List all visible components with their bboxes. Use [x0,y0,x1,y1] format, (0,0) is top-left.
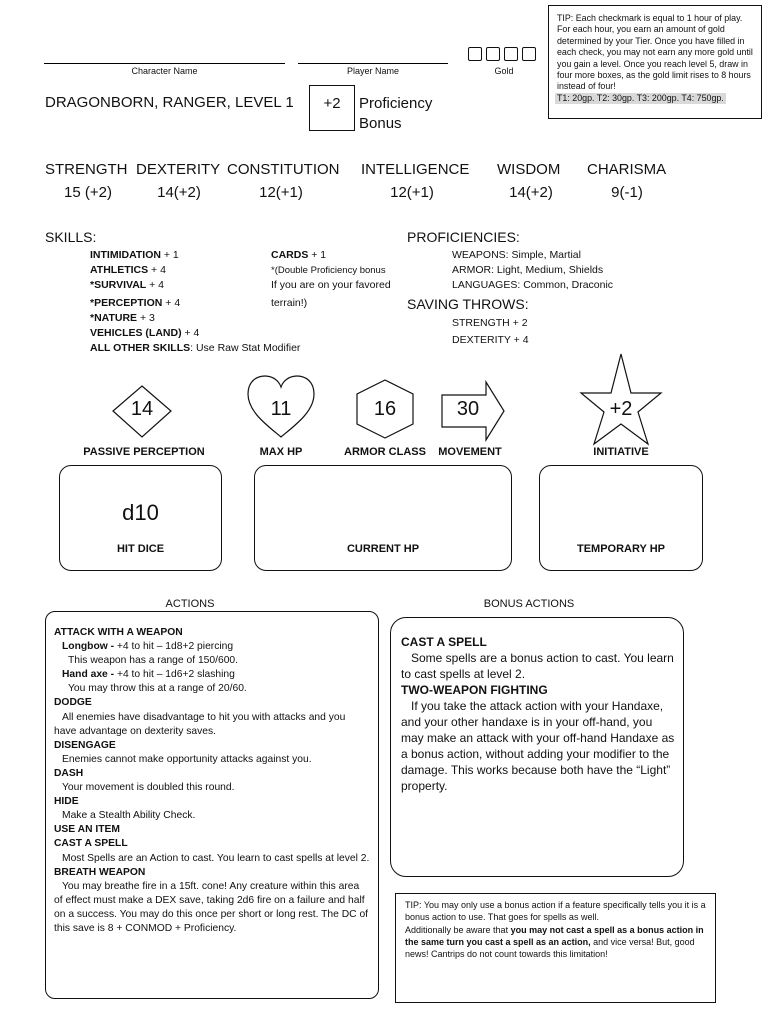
proficiency-value: +2 [323,95,341,112]
proficiency-label-line2: Bonus [359,115,402,132]
dash-text: Your movement is doubled this round. [62,782,235,794]
handaxe-range: You may throw this at a range of 20/60. [68,683,247,695]
proficiency-weapons: WEAPONS: Simple, Martial [452,249,581,261]
current-hp-box[interactable] [254,465,512,571]
hit-dice-label: HIT DICE [116,543,165,555]
hit-dice-box[interactable] [59,465,222,571]
saving-throw-dexterity: DEXTERITY + 4 [452,334,529,346]
proficiency-languages: LANGUAGES: Common, Draconic [452,279,614,291]
combat-shapes [0,0,768,460]
max-hp-value[interactable]: 11 [270,398,292,420]
initiative-label: INITIATIVE [593,446,649,458]
initiative-value[interactable]: +2 [609,398,633,420]
bonus-actions-box [390,617,684,877]
character-name-label: Character Name [131,66,198,76]
dodge-text: All enemies have disadvantage to hit you with attacks and you have advantage on dexterity saves. [54,711,346,737]
longbow-stats: +4 to hit – 1d8+2 piercing [114,641,234,653]
movement-label: MOVEMENT [438,446,502,458]
longbow-name: Longbow - [62,641,115,653]
skill-vehicles-land: VEHICLES (LAND) + 4 [90,327,200,339]
breath-weapon-heading: BREATH WEAPON [54,866,146,878]
disengage-heading: DISENGAGE [54,739,116,751]
dodge-heading: DODGE [54,697,92,709]
stat-wisdom-name: WISDOM [497,161,561,178]
stat-strength-value: 15 (+2) [64,184,112,201]
skill-survival: *SURVIVAL + 4 [90,279,165,291]
gold-tip-tiers: T1: 20gp. T2: 30gp. T3: 200gp. T4: 750gp. [557,92,724,103]
stat-constitution-value: 12(+1) [259,184,303,201]
armor-class-label: ARMOR CLASS [344,446,426,458]
twf-text: If you take the attack action with your Handaxe, and your other handaxe is in your off-hand, you may make an attack with your off-hand Handaxe as a bonus action, without adding your modifier to the damage. This works because both have the “Light” property. [401,699,675,793]
gold-label: Gold [494,66,514,76]
skill-note-line2: If you are on your favored [271,279,391,291]
stat-intelligence-value: 12(+1) [390,184,434,201]
bonus-cast-heading: CAST A SPELL [401,635,487,649]
actions-title: ACTIONS [165,598,215,610]
passive-perception-value[interactable]: 14 [130,398,154,420]
cast-spell-text: Most Spells are an Action to cast. You learn to cast spells at level 2. [62,852,370,864]
hide-text: Make a Stealth Ability Check. [62,810,196,822]
skill-perception: *PERCEPTION + 4 [90,297,181,309]
longbow-range: This weapon has a range of 150/600. [68,655,239,667]
handaxe-stats: +4 to hit – 1d6+2 slashing [114,669,235,681]
bonus-tip-part1: TIP: You may only use a bonus action if a feature specifically tells you it is a bonus action to use. That goes for spells as well. [405,900,706,923]
stat-constitution-name: CONSTITUTION [227,161,340,178]
skill-cards: CARDS + 1 [271,249,327,261]
character-summary: DRAGONBORN, RANGER, LEVEL 1 [45,94,294,111]
movement-value[interactable]: 30 [456,398,480,420]
gold-tip-text: TIP: Each checkmark is equal to 1 hour of play. For each hour, you earn an amount of gold determined by your Tier. Once you have filled in each check, you may not earn any more gold until you gain a level. Once you reach level 5, draw in four more boxes, as the gold limit rises to 8 hours instead of four! [557,13,753,92]
max-hp-label: MAX HP [259,446,303,458]
stat-charisma-value: 9(-1) [611,184,643,201]
temporary-hp-label: TEMPORARY HP [576,543,665,555]
handaxe-line [54,668,370,682]
disengage-text: Enemies cannot make opportunity attacks against you. [62,753,312,765]
hit-dice-value: d10 [122,500,159,525]
use-item-heading: USE AN ITEM [54,824,120,836]
temporary-hp-box[interactable] [539,465,703,571]
actions-box [45,611,379,999]
skills-title: SKILLS: [45,229,97,245]
breath-weapon-text: You may breathe fire in a 15ft. cone! Any creature within this area of effect must make a DEX save, taking 2d6 fire on a failure and half on a success. You may do this once per short or long rest. The DC of this save is 8 + CONMOD + Proficiency. [54,880,369,934]
stat-intelligence-name: INTELLIGENCE [361,161,470,178]
hide-heading: HIDE [54,796,79,808]
bonus-tip-part2: Additionally be aware that you may not cast a spell as a bonus action in the same turn you cast a spell as an action, and vice versa! But, good news! Cantrips do not count towards this limitation! [405,924,704,960]
bonus-actions-title: BONUS ACTIONS [483,598,575,610]
cast-spell-heading: CAST A SPELL [54,838,128,850]
saving-throw-strength: STRENGTH + 2 [452,317,528,329]
stat-dexterity-value: 14(+2) [157,184,201,201]
skill-all-other: ALL OTHER SKILLS: Use Raw Stat Modifier [90,342,301,354]
bonus-cast-text: Some spells are a bonus action to cast. You learn to cast spells at level 2. [401,651,674,681]
attack-heading: ATTACK WITH A WEAPON [54,627,183,638]
proficiencies-title: PROFICIENCIES: [407,229,520,245]
stat-wisdom-value: 14(+2) [509,184,553,201]
passive-perception-label: PASSIVE PERCEPTION [83,446,205,458]
player-name-label: Player Name [346,66,400,76]
stat-dexterity-name: DEXTERITY [136,161,221,178]
skill-intimidation: INTIMIDATION + 1 [90,249,179,261]
proficiency-armor: ARMOR: Light, Medium, Shields [452,264,604,276]
skill-nature: *NATURE + 3 [90,312,155,324]
armor-class-value[interactable]: 16 [373,398,397,420]
skill-athletics: ATHLETICS + 4 [90,264,166,276]
saving-throws-title: SAVING THROWS: [407,296,529,312]
proficiency-label-line1: Proficiency [359,95,433,112]
skill-note-line3: terrain!) [271,297,308,309]
handaxe-name: Hand axe - [62,669,115,681]
stat-strength-name: STRENGTH [45,161,128,178]
longbow-line [54,640,370,654]
current-hp-label: CURRENT HP [346,543,420,555]
skill-note-line1: *(Double Proficiency bonus [271,265,386,276]
dash-heading: DASH [54,767,84,779]
stat-charisma-name: CHARISMA [587,161,667,178]
bonus-tip-box [395,893,716,1003]
twf-heading: TWO-WEAPON FIGHTING [401,683,548,697]
